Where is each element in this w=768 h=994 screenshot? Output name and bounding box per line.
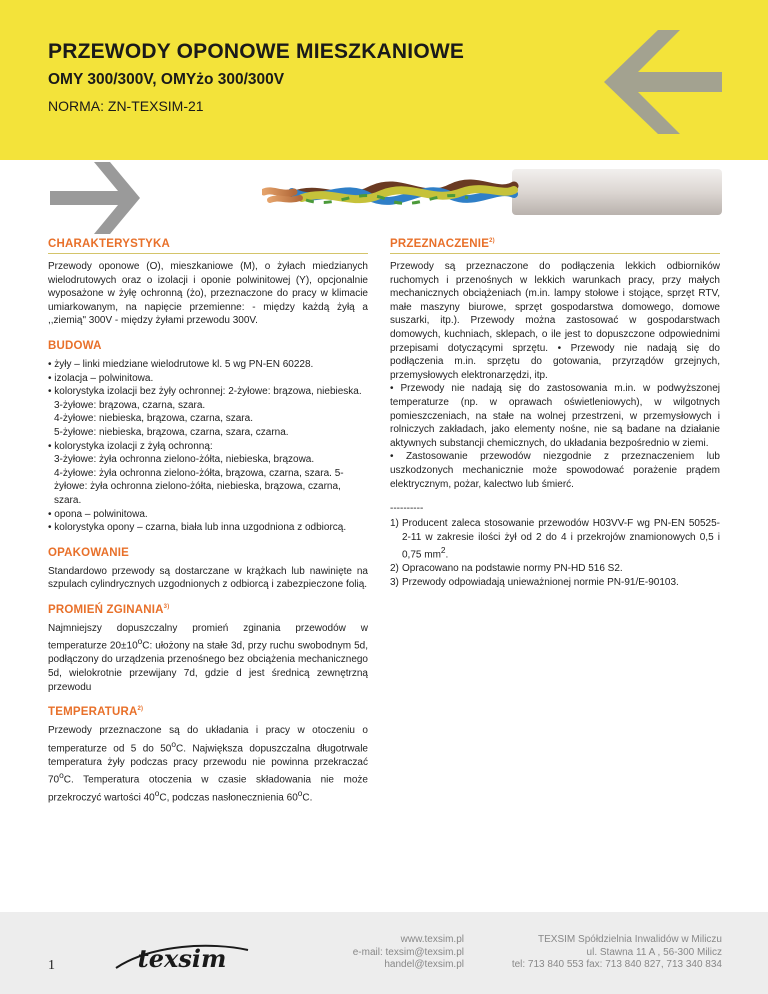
contact-info bbox=[300, 934, 464, 972]
left-column bbox=[48, 238, 368, 817]
company-name: TEXSIM Spółdzielnia Inwalidów w Miliczu bbox=[538, 934, 722, 945]
budowa-line: 5-żyłowe: niebieska, brązowa, czarna, szara, czarna. bbox=[54, 426, 289, 438]
budowa-line: 4-żyłowe: niebieska, brązowa, czarna, szara. bbox=[54, 413, 253, 425]
website-link[interactable]: www.texsim.pl bbox=[400, 934, 464, 945]
footnote-ref: 3) bbox=[163, 604, 170, 611]
przeznaczenie-text: Przewody są przeznaczone do podłączenia lekkich odbiorników ruchomych i przenośnych w lekkich warunkach pracy, przy małych mechanicznych obciążeniach (m.in. lampy stołowe i stojące, sprzęt RTV, małe maszyny biurowe, sprzęt gospodarstwa domowego, domowe suszarki, itp.). Przewody można zastosować w gospodarstwach domowych, kuchniach, sklepach, o ile jest to dopuszczone odpowiednimi przepisami dotyczącymi sprzętu. • Przewody nie nadają się do podłączenia m.in. sprzętu do gotowania, przyrządów grzejnych, przemysłowych elektronarzędzi, itp. bbox=[390, 261, 720, 381]
company-phones: tel: 713 840 553 fax: 713 840 827, 713 340 834 bbox=[511, 959, 722, 971]
budowa-line: 3-żyłowe: brązowa, czarna, szara. bbox=[54, 399, 206, 411]
budowa-line: • opona – polwinitowa. bbox=[48, 508, 148, 520]
budowa-line: • żyły – linki miedziane wielodrutowe kl. 5 wg PN-EN 60228. bbox=[48, 358, 314, 370]
budowa-line: • kolorystyka opony – czarna, biała lub inna uzgodniona z odbiorcą. bbox=[48, 522, 347, 534]
section-budowa bbox=[48, 340, 368, 535]
section-charakterystyka bbox=[48, 238, 368, 328]
section-przeznaczenie bbox=[390, 238, 720, 491]
page-footer bbox=[0, 912, 768, 994]
company-address: ul. Stawna 11 A , 56-300 Milicz bbox=[586, 946, 722, 958]
promien-text: Najmniejszy dopuszczalny promień zginania przewodów w temperaturze $20\pm 10^oC$: ułożony na stałe 3d, przy ruchu swobodnym 5d, podłączony do urządzenia przenośnego bez obciążenia mechanicznego 5d, wielokrotnie przewijany 7d, gdzie d jest średnicą zewnętrzną przewodu bbox=[48, 622, 368, 693]
svg-text:texsim: texsim bbox=[137, 944, 227, 973]
budowa-line: 4-żyłowe: żyła ochronna zielono-żółta, brązowa, czarna, szara. 5-żyłowe: żyła ochronna zielono-żółta, niebieska, brązowa, czarna, szara. bbox=[54, 467, 344, 506]
heading-budowa: BUDOWA bbox=[48, 339, 102, 352]
email-link[interactable]: handel@texsim.pl bbox=[384, 959, 464, 971]
page-number: 1 bbox=[48, 958, 55, 973]
budowa-line: • kolorystyka izolacji bez żyły ochronnej: 2-żyłowe: brązowa, niebieska. bbox=[48, 386, 362, 398]
notes-separator: ---------- bbox=[390, 503, 424, 515]
heading-promien: PROMIEŃ ZGINANIA$^{3)}$ bbox=[48, 603, 170, 616]
heading-charakterystyka: CHARAKTERYSTYKA bbox=[48, 238, 368, 254]
email-link[interactable]: e-mail: texsim@texsim.pl bbox=[352, 946, 464, 958]
opakowanie-text: Standardowo przewody są dostarczane w krążkach lub nawinięte na szpulach cylindrycznych uzgodnionych z odbiorcą i zabezpieczone folią. bbox=[48, 565, 368, 591]
page-title: PRZEWODY OPONOWE MIESZKANIOWE bbox=[48, 40, 465, 63]
norma-label: NORMA: ZN-TEXSIM-21 bbox=[48, 98, 204, 114]
przeznaczenie-text: • Zastosowanie przewodów niezgodnie z przeznaczeniem lub uszkodzonych mechanicznie może spowodować porażenie prądem elektrycznym, pożar, kalectwo lub śmierć. bbox=[390, 451, 720, 490]
header-banner bbox=[0, 0, 768, 160]
footnote-ref: 2) bbox=[137, 706, 144, 713]
footnote-item: 2) Opracowano na podstawie normy PN-HD 516 S2. bbox=[390, 563, 623, 575]
arrow-right-icon bbox=[48, 160, 142, 236]
budowa-line: 3-żyłowe: żyła ochronna zielono-żółta, niebieska, brązowa. bbox=[54, 454, 315, 466]
arrow-left-icon bbox=[598, 26, 726, 138]
texsim-logo bbox=[112, 940, 252, 974]
company-info bbox=[490, 934, 722, 972]
temperatura-text: Przewody przeznaczone są do układania i pracy w otoczeniu o temperaturze od 5 do 50$^o$C. Największa dopuszczalna długotrwale temperatura żyły podczas pracy przewodu nie powinna przekraczać 70$^o$C. Temperatura otoczenia w czasie składowania nie może przekroczyć wartości 40$^o$C, podczas nasłonecznienia 60$^o$C. bbox=[48, 725, 368, 804]
heading-opakowanie: OPAKOWANIE bbox=[48, 546, 130, 559]
product-subtitle: OMY 300/300V, OMYżo 300/300V bbox=[48, 71, 285, 88]
cable-image bbox=[262, 166, 722, 226]
budowa-line: • kolorystyka izolacji z żyłą ochronną: bbox=[48, 440, 213, 452]
heading-temperatura: TEMPERATURA$^{2)}$ bbox=[48, 706, 144, 719]
budowa-line: • izolacja – polwinitowa. bbox=[48, 372, 154, 384]
footnote-item: 1) Producent zaleca stosowanie przewodów H03VV-F wg PN-EN 50525-2-11 w zakresie ilości żył od 2 do 4 i przekrojów znamionowych 0,5 i 0,75 $mm^2$. bbox=[390, 518, 720, 561]
heading-przeznaczenie: PRZEZNACZENIE$^{2)}$ bbox=[390, 238, 720, 254]
section-temperatura bbox=[48, 706, 368, 805]
section-opakowanie bbox=[48, 547, 368, 592]
right-column bbox=[390, 238, 720, 589]
footnote-ref: 2) bbox=[489, 238, 495, 245]
przeznaczenie-text: • Przewody nie nadają się do zastosowania m.in. w podwyższonej temperaturze (np. w oprawach oświetleniowych), w wilgotnych pomieszczeniach, na stałe na wolnej przestrzeni, w przemysłowych i rolniczych zakładach, jako elementy nośne, nie są badane na działanie aktywnych substancji chemicznych, do układania bezpośrednio w ziemi. bbox=[390, 383, 720, 449]
charakterystyka-text: Przewody oponowe (O), mieszkaniowe (M), o żyłach miedzianych wielodrutowych oraz o izolacji i oponie polwinitowej (Y), opcjonalnie wyposażone w żyłę ochronną (żo), przeznaczone do pracy w klimacie umiarkowanym, na napięcie przemienne: - między każdą żyłą a ,,ziemią" 300V - między żyłami przewodu 300V. bbox=[48, 261, 368, 327]
footnote-item: 3) Przewody odpowiadają unieważnionej normie PN-91/E-90103. bbox=[390, 576, 679, 588]
section-promien bbox=[48, 604, 368, 694]
